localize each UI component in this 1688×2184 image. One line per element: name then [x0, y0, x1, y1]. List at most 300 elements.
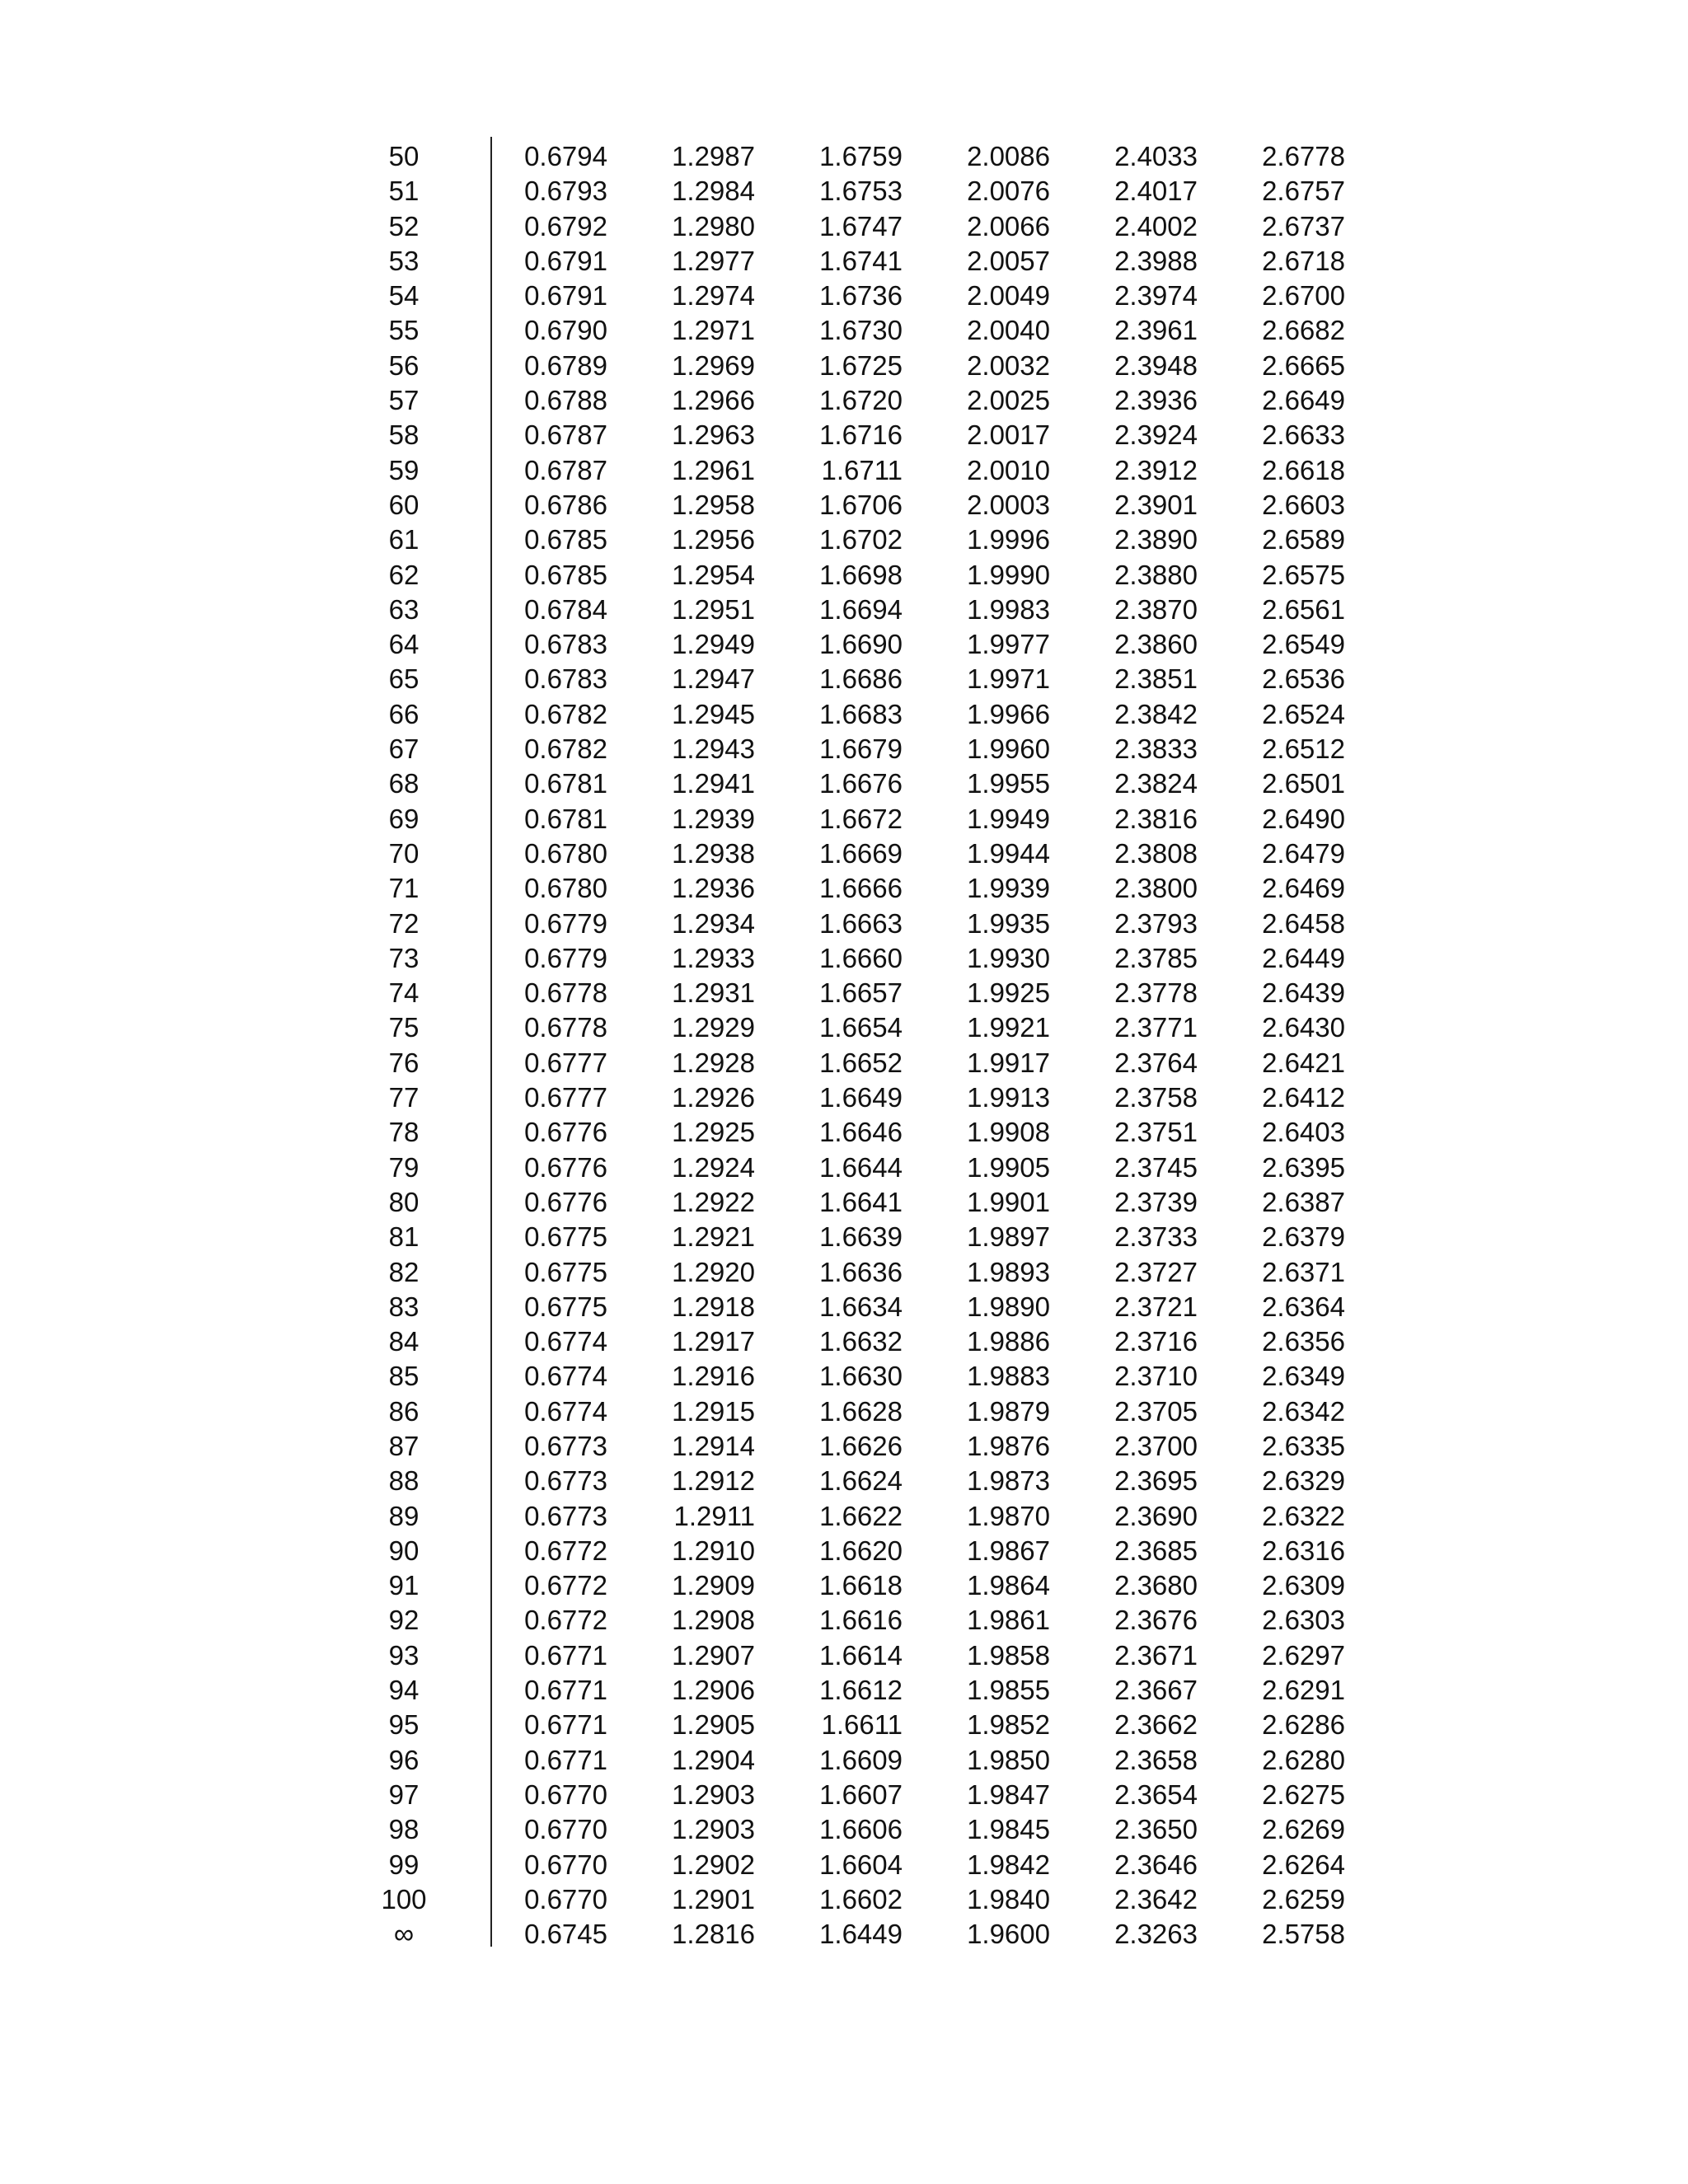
critical-value-cell: 2.0057: [967, 245, 1050, 276]
critical-value-cell: 1.9876: [967, 1430, 1050, 1461]
critical-value-cell: 2.6618: [1262, 454, 1345, 485]
critical-value-cell: 2.3751: [1114, 1117, 1198, 1148]
table-row: [0, 593, 1688, 627]
critical-value-cell: 2.0066: [967, 210, 1050, 241]
critical-value-cell: 2.6479: [1262, 837, 1345, 869]
degrees-of-freedom-cell: 69: [388, 803, 420, 834]
critical-value-cell: 2.6665: [1262, 349, 1345, 381]
degrees-of-freedom-cell: 92: [388, 1605, 420, 1636]
table-row: [0, 1255, 1688, 1290]
critical-value-cell: 1.6632: [819, 1326, 903, 1357]
critical-value-cell: 2.3808: [1114, 837, 1198, 869]
critical-value-cell: 2.3771: [1114, 1012, 1198, 1043]
critical-value-cell: 2.3721: [1114, 1291, 1198, 1322]
critical-value-cell: 1.2954: [672, 559, 755, 590]
critical-value-cell: 1.9996: [967, 524, 1050, 555]
critical-value-cell: 1.2920: [672, 1256, 755, 1287]
critical-value-cell: 2.3642: [1114, 1883, 1198, 1915]
critical-value-cell: 1.6663: [819, 907, 903, 939]
table-row: [0, 766, 1688, 801]
table-row: [0, 1743, 1688, 1778]
critical-value-cell: 2.3833: [1114, 733, 1198, 765]
critical-value-cell: 2.6286: [1262, 1709, 1345, 1741]
critical-value-cell: 1.6602: [819, 1883, 903, 1915]
critical-value-cell: 1.6747: [819, 210, 903, 241]
critical-value-cell: 0.6776: [524, 1117, 607, 1148]
critical-value-cell: 2.3778: [1114, 977, 1198, 1009]
critical-value-cell: 1.6622: [819, 1500, 903, 1531]
table-row: [0, 1917, 1688, 1952]
table-row: [0, 1394, 1688, 1429]
critical-value-cell: 2.6536: [1262, 663, 1345, 695]
degrees-of-freedom-cell: 60: [388, 489, 420, 520]
critical-value-cell: 2.3870: [1114, 593, 1198, 625]
critical-value-cell: 1.9870: [967, 1500, 1050, 1531]
critical-value-cell: 2.3676: [1114, 1605, 1198, 1636]
table-row: [0, 1638, 1688, 1673]
critical-value-cell: 1.2907: [672, 1639, 755, 1671]
critical-value-cell: 2.6259: [1262, 1883, 1345, 1915]
degrees-of-freedom-cell: 95: [388, 1709, 420, 1741]
critical-value-cell: 1.2911: [673, 1500, 755, 1531]
critical-value-cell: 2.6449: [1262, 942, 1345, 973]
critical-value-cell: 2.6430: [1262, 1012, 1345, 1043]
critical-value-cell: 1.9960: [967, 733, 1050, 765]
critical-value-cell: 2.4017: [1114, 176, 1198, 207]
critical-value-cell: 1.6641: [819, 1186, 903, 1217]
critical-value-cell: 0.6774: [524, 1361, 607, 1392]
critical-value-cell: 1.9955: [967, 768, 1050, 799]
critical-value-cell: 2.0076: [967, 176, 1050, 207]
critical-value-cell: 2.3263: [1114, 1919, 1198, 1950]
table-row: [0, 383, 1688, 418]
critical-value-cell: 1.2958: [672, 489, 755, 520]
critical-value-cell: 1.6646: [819, 1117, 903, 1148]
critical-value-cell: 1.9977: [967, 629, 1050, 660]
critical-value-cell: 1.2943: [672, 733, 755, 765]
critical-value-cell: 1.9842: [967, 1849, 1050, 1880]
table-row: [0, 1882, 1688, 1917]
critical-value-cell: 1.2917: [672, 1326, 755, 1357]
critical-value-cell: 2.6335: [1262, 1430, 1345, 1461]
critical-value-cell: 1.6711: [821, 454, 903, 485]
critical-value-cell: 1.2931: [672, 977, 755, 1009]
degrees-of-freedom-cell: 68: [388, 768, 420, 799]
degrees-of-freedom-cell: 86: [388, 1395, 420, 1427]
table-row: [0, 697, 1688, 732]
degrees-of-freedom-cell: 78: [388, 1117, 420, 1148]
table-row: [0, 627, 1688, 662]
critical-value-cell: 0.6774: [524, 1326, 607, 1357]
critical-value-cell: 1.2933: [672, 942, 755, 973]
critical-value-cell: 0.6782: [524, 733, 607, 765]
table-row: [0, 871, 1688, 906]
critical-value-cell: 1.6706: [819, 489, 903, 520]
critical-value-cell: 1.2912: [672, 1465, 755, 1497]
critical-value-cell: 1.9913: [967, 1082, 1050, 1113]
critical-value-cell: 1.9873: [967, 1465, 1050, 1497]
critical-value-cell: 1.2934: [672, 907, 755, 939]
critical-value-cell: 1.9971: [967, 663, 1050, 695]
critical-value-cell: 2.6603: [1262, 489, 1345, 520]
critical-value-cell: 0.6772: [524, 1535, 607, 1566]
critical-value-cell: 1.6626: [819, 1430, 903, 1461]
degrees-of-freedom-cell: 98: [388, 1814, 420, 1845]
critical-value-cell: 1.6725: [819, 349, 903, 381]
table-row: [0, 1151, 1688, 1185]
critical-value-cell: 1.9925: [967, 977, 1050, 1009]
critical-value-cell: 2.3667: [1114, 1675, 1198, 1706]
critical-value-cell: 0.6791: [524, 245, 607, 276]
critical-value-cell: 2.0040: [967, 315, 1050, 346]
degrees-of-freedom-cell: 61: [388, 524, 420, 555]
table-row: [0, 837, 1688, 871]
degrees-of-freedom-cell: 59: [388, 454, 420, 485]
critical-value-cell: 1.6716: [819, 419, 903, 451]
degrees-of-freedom-cell: 57: [388, 385, 420, 416]
degrees-of-freedom-cell: 76: [388, 1047, 420, 1078]
critical-value-cell: 0.6775: [524, 1291, 607, 1322]
critical-value-cell: 2.5758: [1262, 1919, 1345, 1950]
critical-value-cell: 1.2906: [672, 1675, 755, 1706]
critical-value-cell: 0.6771: [524, 1709, 607, 1741]
critical-value-cell: 1.9847: [967, 1779, 1050, 1810]
critical-value-cell: 0.6770: [524, 1779, 607, 1810]
critical-value-cell: 2.3710: [1114, 1361, 1198, 1392]
critical-value-cell: 2.4033: [1114, 141, 1198, 171]
critical-value-cell: 2.6291: [1262, 1675, 1345, 1706]
critical-value-cell: 2.3733: [1114, 1221, 1198, 1253]
critical-value-cell: 0.6780: [524, 873, 607, 904]
critical-value-cell: 1.2977: [672, 245, 755, 276]
critical-value-cell: 2.3662: [1114, 1709, 1198, 1741]
critical-value-cell: 2.6682: [1262, 315, 1345, 346]
critical-value-cell: 1.6759: [819, 141, 903, 171]
critical-value-cell: 0.6770: [524, 1849, 607, 1880]
critical-value-cell: 2.6316: [1262, 1535, 1345, 1566]
critical-value-cell: 1.6614: [819, 1639, 903, 1671]
critical-value-cell: 2.6549: [1262, 629, 1345, 660]
critical-value-cell: 2.3739: [1114, 1186, 1198, 1217]
critical-value-cell: 2.3974: [1114, 280, 1198, 312]
table-row: [0, 1010, 1688, 1045]
degrees-of-freedom-cell: 84: [388, 1326, 420, 1357]
critical-value-cell: 1.9893: [967, 1256, 1050, 1287]
degrees-of-freedom-cell: 80: [388, 1186, 420, 1217]
critical-value-cell: 1.2956: [672, 524, 755, 555]
critical-value-cell: 0.6792: [524, 210, 607, 241]
critical-value-cell: 1.9917: [967, 1047, 1050, 1078]
critical-value-cell: 1.2928: [672, 1047, 755, 1078]
degrees-of-freedom-cell: 64: [388, 629, 420, 660]
critical-value-cell: 0.6793: [524, 176, 607, 207]
table-row: [0, 1220, 1688, 1254]
critical-value-cell: 1.2922: [672, 1186, 755, 1217]
critical-value-cell: 2.6403: [1262, 1117, 1345, 1148]
table-row: [0, 1673, 1688, 1708]
critical-value-cell: 0.6788: [524, 385, 607, 416]
critical-value-cell: 1.2961: [672, 454, 755, 485]
critical-value-cell: 0.6781: [524, 768, 607, 799]
table-row: [0, 976, 1688, 1010]
critical-value-cell: 2.3685: [1114, 1535, 1198, 1566]
degrees-of-freedom-cell: 56: [388, 349, 420, 381]
critical-value-cell: 0.6777: [524, 1082, 607, 1113]
critical-value-cell: 1.2984: [672, 176, 755, 207]
critical-value-cell: 0.6771: [524, 1744, 607, 1775]
critical-value-cell: 2.3700: [1114, 1430, 1198, 1461]
critical-value-cell: 2.0025: [967, 385, 1050, 416]
critical-value-cell: 2.0086: [967, 141, 1050, 171]
critical-value-cell: 0.6787: [524, 419, 607, 451]
critical-value-cell: 1.9886: [967, 1326, 1050, 1357]
table-row: [0, 732, 1688, 766]
critical-value-cell: 2.6364: [1262, 1291, 1345, 1322]
table-row: [0, 349, 1688, 383]
table-row: [0, 1429, 1688, 1464]
degrees-of-freedom-cell: 67: [388, 733, 420, 765]
critical-value-cell: 1.6676: [819, 768, 903, 799]
degrees-of-freedom-cell: 66: [388, 698, 420, 729]
degrees-of-freedom-cell: 88: [388, 1465, 420, 1497]
critical-value-cell: 1.2918: [672, 1291, 755, 1322]
critical-value-cell: 1.2901: [672, 1883, 755, 1915]
critical-value-cell: 1.9944: [967, 837, 1050, 869]
critical-value-cell: 1.2963: [672, 419, 755, 451]
critical-value-cell: 2.3800: [1114, 873, 1198, 904]
critical-value-cell: 0.6774: [524, 1395, 607, 1427]
critical-value-cell: 1.2915: [672, 1395, 755, 1427]
critical-value-cell: 1.9966: [967, 698, 1050, 729]
critical-value-cell: 2.6561: [1262, 593, 1345, 625]
critical-value-cell: 0.6779: [524, 942, 607, 973]
critical-value-cell: 2.6737: [1262, 210, 1345, 241]
degrees-of-freedom-cell: 89: [388, 1500, 420, 1531]
degrees-of-freedom-cell: 72: [388, 907, 420, 939]
critical-value-cell: 1.2908: [672, 1605, 755, 1636]
critical-value-cell: 1.2974: [672, 280, 755, 312]
degrees-of-freedom-cell: 99: [388, 1849, 420, 1880]
critical-value-cell: 2.3654: [1114, 1779, 1198, 1810]
critical-value-cell: 2.3690: [1114, 1500, 1198, 1531]
critical-value-cell: 1.6652: [819, 1047, 903, 1078]
critical-value-cell: 2.6778: [1262, 141, 1345, 171]
degrees-of-freedom-cell: 79: [388, 1151, 420, 1183]
critical-value-cell: 1.9852: [967, 1709, 1050, 1741]
table-row: [0, 558, 1688, 593]
critical-value-cell: 1.6694: [819, 593, 903, 625]
critical-value-cell: 2.6349: [1262, 1361, 1345, 1392]
critical-value-cell: 1.9883: [967, 1361, 1050, 1392]
critical-value-cell: 2.6458: [1262, 907, 1345, 939]
critical-value-cell: 1.2916: [672, 1361, 755, 1392]
table-row: [0, 313, 1688, 348]
critical-value-cell: 2.3727: [1114, 1256, 1198, 1287]
table-row: [0, 1499, 1688, 1534]
table-row: [0, 1115, 1688, 1150]
critical-value-cell: 0.6781: [524, 803, 607, 834]
degrees-of-freedom-cell: 97: [388, 1779, 420, 1810]
critical-value-cell: 2.6322: [1262, 1500, 1345, 1531]
critical-value-cell: 1.6606: [819, 1814, 903, 1845]
critical-value-cell: 0.6775: [524, 1221, 607, 1253]
degrees-of-freedom-cell: 70: [388, 837, 420, 869]
critical-value-cell: 2.3842: [1114, 698, 1198, 729]
critical-value-cell: 1.2905: [672, 1709, 755, 1741]
critical-value-cell: 1.6449: [819, 1919, 903, 1950]
critical-value-cell: 2.6309: [1262, 1570, 1345, 1601]
critical-value-cell: 2.3880: [1114, 559, 1198, 590]
critical-value-cell: 2.6700: [1262, 280, 1345, 312]
critical-value-cell: 2.6512: [1262, 733, 1345, 765]
critical-value-cell: 1.9600: [967, 1919, 1050, 1950]
table-row: [0, 1603, 1688, 1638]
critical-value-cell: 1.2947: [672, 663, 755, 695]
critical-value-cell: 2.3988: [1114, 245, 1198, 276]
critical-value-cell: 2.4002: [1114, 210, 1198, 241]
critical-value-cell: 1.2939: [672, 803, 755, 834]
table-row: [0, 1568, 1688, 1603]
critical-value-cell: 1.9840: [967, 1883, 1050, 1915]
critical-value-cell: 1.2938: [672, 837, 755, 869]
critical-value-cell: 1.9905: [967, 1151, 1050, 1183]
table-row: [0, 488, 1688, 523]
critical-value-cell: 2.6329: [1262, 1465, 1345, 1497]
critical-value-cell: 2.3851: [1114, 663, 1198, 695]
critical-value-cell: 1.2925: [672, 1117, 755, 1148]
critical-value-cell: 1.6720: [819, 385, 903, 416]
critical-value-cell: 0.6783: [524, 629, 607, 660]
degrees-of-freedom-cell: 96: [388, 1744, 420, 1775]
critical-value-cell: 1.6666: [819, 873, 903, 904]
table-row: [0, 907, 1688, 941]
critical-value-cell: 2.3924: [1114, 419, 1198, 451]
degrees-of-freedom-cell: 52: [388, 210, 420, 241]
critical-value-cell: 2.3785: [1114, 942, 1198, 973]
table-row: [0, 209, 1688, 244]
degrees-of-freedom-cell: 63: [388, 593, 420, 625]
critical-value-cell: 1.2929: [672, 1012, 755, 1043]
critical-value-cell: 2.6264: [1262, 1849, 1345, 1880]
critical-value-cell: 2.0010: [967, 454, 1050, 485]
critical-value-cell: 1.6628: [819, 1395, 903, 1427]
degrees-of-freedom-cell: 53: [388, 245, 420, 276]
critical-value-cell: 2.3650: [1114, 1814, 1198, 1845]
critical-value-cell: 2.3764: [1114, 1047, 1198, 1078]
table-row: [0, 279, 1688, 313]
critical-value-cell: 2.3716: [1114, 1326, 1198, 1357]
critical-value-cell: 1.6657: [819, 977, 903, 1009]
table-row: [0, 1812, 1688, 1847]
table-row: [0, 418, 1688, 452]
critical-value-cell: 2.3961: [1114, 315, 1198, 346]
critical-value-cell: 1.6669: [819, 837, 903, 869]
critical-value-cell: 1.6624: [819, 1465, 903, 1497]
critical-value-cell: 1.6618: [819, 1570, 903, 1601]
critical-value-cell: 2.6575: [1262, 559, 1345, 590]
critical-value-cell: 2.6469: [1262, 873, 1345, 904]
critical-value-cell: 1.2969: [672, 349, 755, 381]
table-row: [0, 1046, 1688, 1080]
critical-value-cell: 0.6778: [524, 977, 607, 1009]
critical-value-cell: 1.6679: [819, 733, 903, 765]
critical-value-cell: 2.3646: [1114, 1849, 1198, 1880]
critical-value-cell: 1.2987: [672, 141, 755, 171]
critical-value-cell: 1.2971: [672, 315, 755, 346]
critical-value-cell: 1.6660: [819, 942, 903, 973]
critical-value-cell: 1.2910: [672, 1535, 755, 1566]
critical-value-cell: 2.6490: [1262, 803, 1345, 834]
critical-value-cell: 2.0017: [967, 419, 1050, 451]
critical-value-cell: 1.9855: [967, 1675, 1050, 1706]
critical-value-cell: 1.9930: [967, 942, 1050, 973]
critical-value-cell: 1.9858: [967, 1639, 1050, 1671]
critical-value-cell: 0.6790: [524, 315, 607, 346]
critical-value-cell: 0.6787: [524, 454, 607, 485]
degrees-of-freedom-cell: 77: [388, 1082, 420, 1113]
degrees-of-freedom-cell: 91: [388, 1570, 420, 1601]
critical-value-cell: 1.2816: [672, 1919, 755, 1950]
critical-value-cell: 2.0032: [967, 349, 1050, 381]
critical-value-cell: 1.6690: [819, 629, 903, 660]
critical-value-cell: 2.3671: [1114, 1639, 1198, 1671]
critical-value-cell: 2.6649: [1262, 385, 1345, 416]
critical-value-cell: 1.6636: [819, 1256, 903, 1287]
critical-value-cell: 1.6616: [819, 1605, 903, 1636]
critical-value-cell: 2.6387: [1262, 1186, 1345, 1217]
critical-value-cell: 2.0003: [967, 489, 1050, 520]
critical-value-cell: 1.2903: [672, 1814, 755, 1845]
degrees-of-freedom-cell: 58: [388, 419, 420, 451]
critical-value-cell: 2.6371: [1262, 1256, 1345, 1287]
critical-value-cell: 1.6611: [821, 1709, 903, 1741]
table-row: [0, 802, 1688, 837]
critical-value-cell: 1.9983: [967, 593, 1050, 625]
critical-value-cell: 1.9921: [967, 1012, 1050, 1043]
critical-value-cell: 1.6607: [819, 1779, 903, 1810]
critical-value-cell: 1.2941: [672, 768, 755, 799]
degrees-of-freedom-cell: 62: [388, 559, 420, 590]
critical-value-cell: 1.2980: [672, 210, 755, 241]
critical-value-cell: 2.6589: [1262, 524, 1345, 555]
table-row: [0, 1359, 1688, 1394]
table-row: [0, 174, 1688, 209]
degrees-of-freedom-cell: 85: [388, 1361, 420, 1392]
critical-value-cell: 1.9861: [967, 1605, 1050, 1636]
critical-value-cell: 1.6741: [819, 245, 903, 276]
critical-value-cell: 2.3705: [1114, 1395, 1198, 1427]
degrees-of-freedom-cell: 65: [388, 663, 420, 695]
critical-value-cell: 1.6620: [819, 1535, 903, 1566]
table-row: [0, 1324, 1688, 1359]
critical-value-cell: 1.6604: [819, 1849, 903, 1880]
critical-value-cell: 2.6439: [1262, 977, 1345, 1009]
critical-value-cell: 2.3912: [1114, 454, 1198, 485]
critical-value-cell: 0.6780: [524, 837, 607, 869]
critical-value-cell: 1.6702: [819, 524, 903, 555]
critical-value-cell: 1.2902: [672, 1849, 755, 1880]
critical-value-cell: 2.3758: [1114, 1082, 1198, 1113]
critical-value-cell: 0.6773: [524, 1430, 607, 1461]
degrees-of-freedom-cell: 90: [388, 1535, 420, 1566]
table-row: [0, 139, 1688, 174]
critical-value-cell: 0.6776: [524, 1151, 607, 1183]
critical-value-cell: 1.6644: [819, 1151, 903, 1183]
critical-value-cell: 1.2945: [672, 698, 755, 729]
critical-value-cell: 2.0049: [967, 280, 1050, 312]
critical-value-cell: 2.3695: [1114, 1465, 1198, 1497]
critical-value-cell: 1.9879: [967, 1395, 1050, 1427]
